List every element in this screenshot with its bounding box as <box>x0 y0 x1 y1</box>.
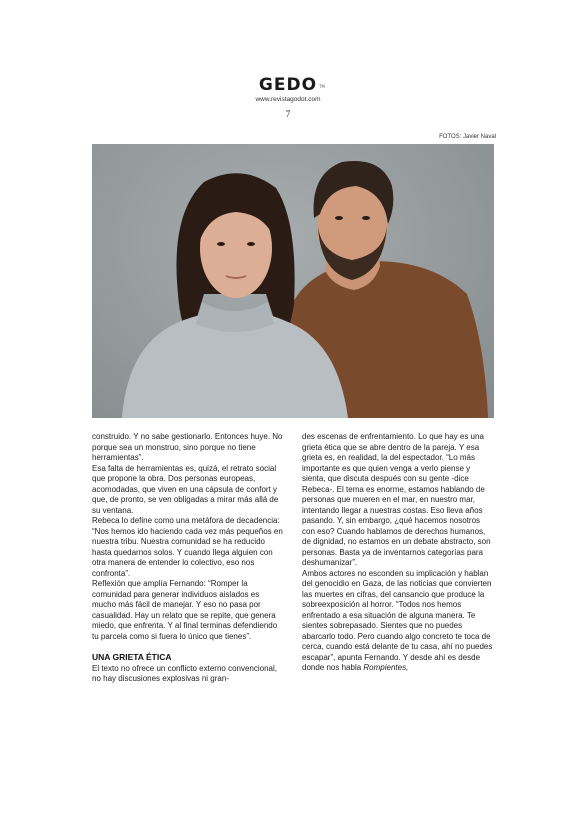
woman-right-eye <box>247 242 255 246</box>
section-heading: UNA GRIETA ÉTICA <box>92 652 172 662</box>
portrait-illustration <box>92 144 494 418</box>
paragraph <box>302 569 494 674</box>
paragraph: Reflexión que amplía Fernando: “Romper la comunidad para generar individuos aislados es mucho más fácil de manejar. Y eso no pasa por casualidad. Hay un relato que se repite, que genera miedo, que enfrenta. Y al final terminas defendiendo tu parcela como si fuera lo único que tienes”. <box>92 579 278 641</box>
article-column-left <box>92 432 284 685</box>
man-left-eye <box>335 216 343 220</box>
paragraph: des escenas de enfrentamiento. Lo que hay es una grieta ética que se abre dentro de la pareja. Y esa grieta es, en realidad, la del espectador. “Lo más importante es que quien venga a verlo piense y sienta, que discuta después con su gente -dice Rebeca-. El tema es enorme, estamos hablando de personas que mueren en el mar, en nuestro mar, intentando llegar a nuestras costas. Eso lleva años pasando. Y, sin embargo, ¿qué hacemos nosotros con eso? Cuando hablamos de derechos humanos, de dignidad, no estamos en un debate abstracto, son personas. Basta ya de inventarnos categorías para deshumanizar”. <box>302 432 491 567</box>
woman-left-eye <box>217 242 225 246</box>
logo-text: GEDO <box>258 75 318 95</box>
photo-credit: FOTOS: Javier Naval <box>439 134 496 140</box>
logo-trademark: TM <box>319 84 325 89</box>
magazine-logo[interactable] <box>258 75 325 95</box>
paragraph: El texto no ofrece un conflicto externo convencional, no hay discusiones explosivas ni gran- <box>92 663 277 683</box>
paragraph: construido. Y no sabe gestionarlo. Entonces huye. No porque sea un monstruo, sino porque no tiene herramientas”. <box>92 432 283 462</box>
woman-collar <box>196 302 274 332</box>
portrait-photo <box>92 144 494 418</box>
paragraph: Rebeca lo define como una metáfora de decadencia: “Nos hemos ido haciendo cada vez más pequeños en nuestra tribu. Nuestra comunidad se ha reducido hasta quedarnos solos. Y cuando llega alguien con otra manera de entender lo colectivo, eso nos confronta”. <box>92 516 283 578</box>
paragraph-text: Ambos actores no esconden su implicación y hablan del genocidio en Gaza, de las noticias que convierten las muertes en cifras, del cansancio que produce la sobreexposición al horror. “Todos nos hemos enfrentado a esa situación de alguna manera. Te sientes sobrepasado. Sientes que no puedes abarcarlo todo. Pero cuando algo concreto te toca de cerca, cuando está delante de tu casa, ahí no puedes escapar”, apunta Fernando. Y desde ahí es desde donde nos habla <box>302 568 493 672</box>
website-url[interactable]: www.revistagodot.com <box>255 96 321 103</box>
play-title: Rompientes, <box>363 663 409 672</box>
page-number: 7 <box>285 109 291 119</box>
article-column-right <box>302 432 494 674</box>
paragraph: Esa falta de herramientas es, quizá, el retrato social que propone la obra. Dos personas europeas, acomodadas, que viven en una cápsula de confort y que, de pronto, se ven obligadas a mirar más allá de su ventana. <box>92 463 279 515</box>
man-right-eye <box>362 216 370 220</box>
masthead <box>0 76 576 119</box>
